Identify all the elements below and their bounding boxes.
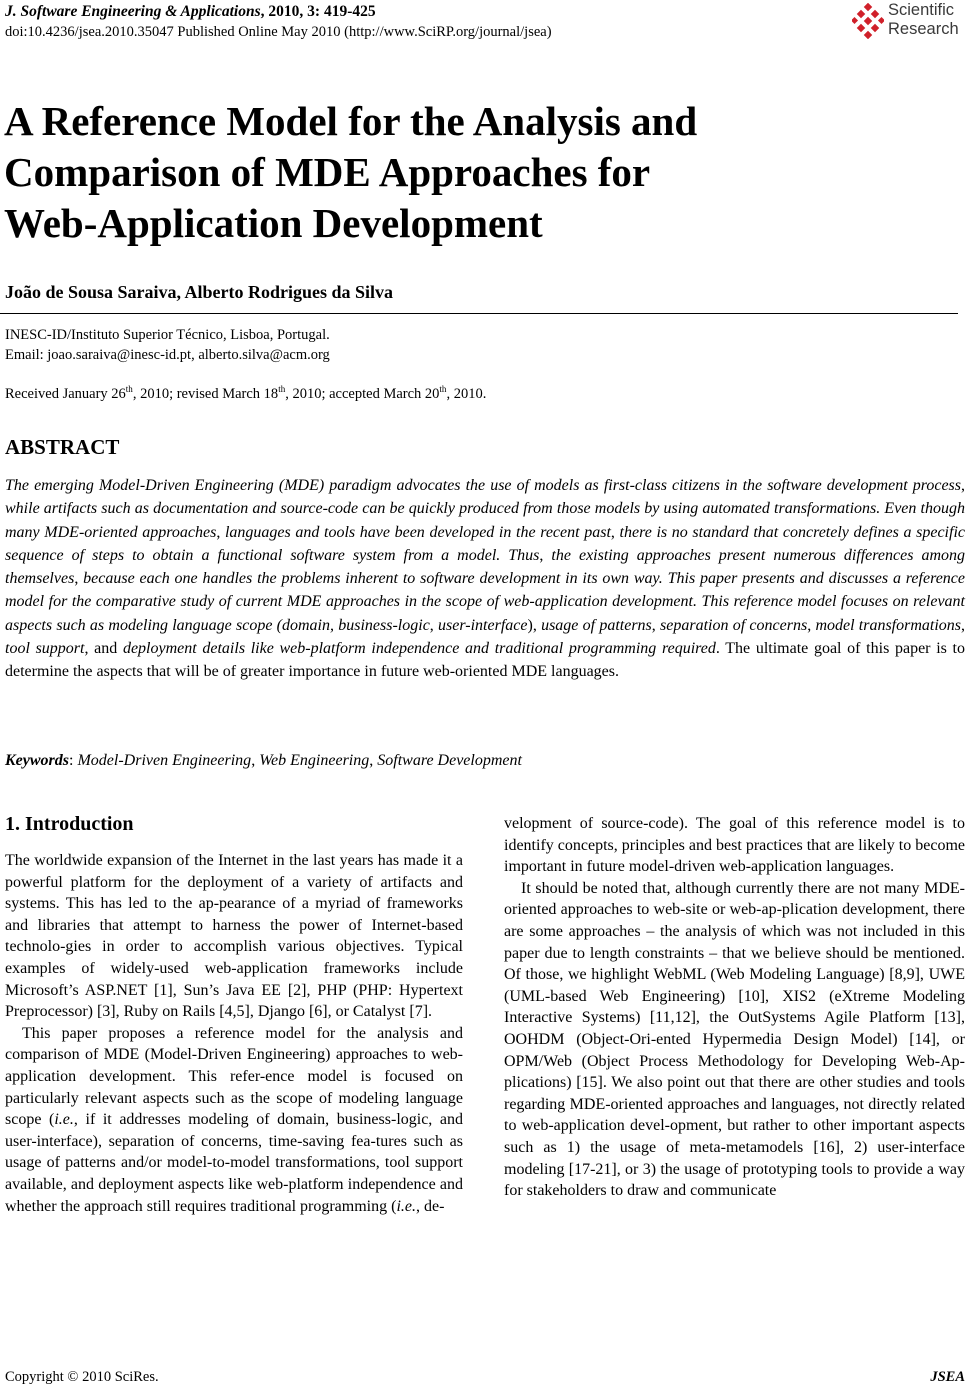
dates-end: , 2010. — [446, 386, 487, 402]
keyword: Web Engineering — [259, 752, 370, 769]
abstract-span: , — [961, 477, 966, 494]
abstract-span: separation of concerns — [660, 616, 808, 634]
intro-paragraph: The worldwide expansion of the Internet in the last years has made it a powerful platform for the deployment of a variety of artifacts and systems. This has led to the ap-pearance of a myriad of frameworks and libraries that attempt to harness the power of Internet-based technolo-gies in order to accomplish various objectives. Typical examples of widely-used web-application frameworks include Microsoft’s ASP.NET [1], Sun’s Java EE [2], PHP (PHP: Hypertext Preprocessor) [3], Ruby on Rails [4,5], Django [6], or Catalyst [7]. — [5, 852, 463, 1021]
abstract-span: user-interface — [438, 616, 528, 634]
abstract-span: , — [429, 616, 439, 634]
keyword-separator: , — [369, 752, 378, 769]
abstract-span: the existing approaches present numerous differences among themselves — [5, 546, 966, 588]
publisher-logo[interactable] — [852, 1, 970, 43]
abstract-span: tool support — [5, 640, 85, 658]
abstract-span: usage of patterns — [541, 616, 652, 634]
abstract-span: , and — [84, 640, 123, 658]
abstract-span: languages and tools have been developed in the recent past — [224, 523, 611, 541]
logo-line-2: Research — [888, 20, 959, 38]
paragraph-span: i.e. — [54, 1111, 74, 1129]
authors: João de Sousa Saraiva, Alberto Rodrigues da Silva — [5, 282, 394, 302]
abstract-span: , — [610, 523, 620, 541]
email: Email: joao.saraiva@inesc-id.pt, alberto.silva@acm.org — [5, 347, 330, 363]
keyword: Model-Driven Engineering — [77, 752, 252, 769]
abstract-span: domain, business-logic — [282, 616, 430, 634]
paragraph-span: , de- — [415, 1197, 445, 1215]
divider — [0, 313, 958, 314]
paper-title — [4, 96, 904, 249]
accepted-text: , 2010; accepted March 20 — [285, 386, 440, 402]
abstract-span: , — [807, 616, 816, 634]
ordinal-suffix: th — [439, 384, 447, 394]
scientific-research-logo-icon — [852, 3, 884, 39]
abstract-span: there is no standard that concretely defines a specific sequence of steps to obtain a functional software system from a model. Thus — [5, 523, 965, 564]
abstract-span: MDE — [284, 477, 319, 494]
journal-volume: , 2010, 3: 419-425 — [260, 3, 376, 20]
paragraph-span: i.e. — [396, 1197, 416, 1215]
logo-line-1: Scientific — [888, 1, 955, 19]
copyright: Copyright © 2010 SciRes. — [5, 1369, 159, 1385]
paragraph-span: This paper proposes a reference model for the analysis and comparison of MDE (Model-Driven Engineering) approaches to web-application development. This refer-ence model is focused on particularly relevant aspects such as the scope of modeling language scope ( — [5, 1024, 463, 1129]
left-column — [5, 850, 463, 1217]
keywords — [5, 752, 522, 770]
abstract-span: ) paradigm advocates the use of models as first-class citizens in the software development process — [318, 477, 962, 494]
abstract-span: while artifacts such as documentation and source-code can be quickly produced from those models by using automated transformations. Even though many MDE-oriented approaches — [5, 500, 965, 541]
abstract-span: , — [651, 616, 661, 634]
ordinal-suffix: th — [278, 384, 286, 394]
abstract-span: model transformations — [815, 616, 962, 634]
affiliation: INESC-ID/Instituto Superior Técnico, Lisboa, Portugal. — [5, 327, 330, 343]
journal-citation — [5, 3, 376, 21]
intro-paragraph: velopment of source-code). The goal of this reference model is to identify concepts, principles and best practices that are likely to become important in future model-driven web-application languages. — [504, 815, 965, 876]
abstract-span: , — [74, 570, 84, 588]
intro-paragraph — [5, 1023, 463, 1217]
intro-paragraph: It should be noted that, although currently there are not many MDE-oriented approaches to web-site or web-ap-plication development, there are some approaches – the analysis of which was not included in this paper due to length constraints – that we believe should be mentioned. Of those, we highlight WebML (Web Modeling Language) [8,9], UWE (UML-based Web Engineering) [10], XIS2 (eXtreme Modeling Interactive Systems) [11,12], the OutSystems Agile Platform [13], OOHDM (Object-Ori-ented Hypermedia Design Model) [14], or OPM/Web (Object Process Methodology for Developing Web-Ap-plications) [15]. We also point out that there are other studies and tools regarding MDE-oriented approaches and languages, not directly related to web-application devel-opment, but rather to other important aspects such as 1) the usage of meta-metamodels [16], 2) user-interface modeling [17-21], or 3) the usage of prototyping tools to provide a way for stakeholders to draw and communicate — [504, 879, 965, 1200]
received-text: Received January 26 — [5, 386, 126, 402]
section-heading: 1. Introduction — [5, 813, 134, 835]
abstract-text — [5, 474, 965, 684]
abstract-span: The emerging Model-Driven Engineering ( — [5, 477, 285, 494]
title-line: Comparison of MDE Approaches for — [4, 149, 651, 195]
keyword: Software Development — [377, 752, 522, 769]
abstract-span: because each one handles the problems inherent to software development in its own way. This paper presents and discusses a reference model for the comparative study of current MDE approaches in the scope of web-application development. This reference model focuses on relevant aspects such as modeling language scope ( — [5, 570, 966, 634]
abstract-heading: ABSTRACT — [5, 435, 120, 459]
title-line: Web-Application Development — [4, 200, 543, 246]
doi-line: doi:10.4236/jsea.2010.35047 Published Online May 2010 (http://www.SciRP.org/journal/jsea) — [5, 24, 552, 40]
journal-abbrev: JSEA — [930, 1369, 965, 1385]
logo-text — [888, 1, 959, 39]
abstract-span: , — [539, 546, 552, 564]
ordinal-suffix: th — [125, 384, 133, 394]
revised-text: , 2010; revised March 18 — [132, 386, 279, 402]
keyword-separator: , — [251, 752, 260, 769]
title-line: A Reference Model for the Analysis and — [4, 98, 698, 144]
affiliation-block — [5, 325, 330, 365]
abstract-span: ), — [527, 616, 542, 634]
received-dates — [5, 386, 486, 403]
abstract-span: , — [216, 523, 225, 541]
paragraph-span: , if it addresses modeling of domain, business-logic, and user-interface), separation of concerns, time-saving fea-tures such as usage of patterns and/or model-to-model transformations, tool support available, and deployment aspects like web-platform independence and whether the approach still requires traditional programming ( — [5, 1111, 463, 1215]
keywords-label: Keywords — [5, 752, 69, 769]
right-column — [504, 813, 965, 1202]
journal-name: J. Software Engineering & Applications — [5, 3, 261, 20]
abstract-span: deployment details like web-platform independence and traditional programming required — [122, 640, 716, 658]
abstract-span: , — [961, 616, 966, 634]
keywords-colon: : — [69, 752, 78, 769]
abstract-span: . The ultimate goal of this paper is to determine the aspects that will be of greater importance in future web-oriented MDE languages. — [5, 640, 965, 681]
